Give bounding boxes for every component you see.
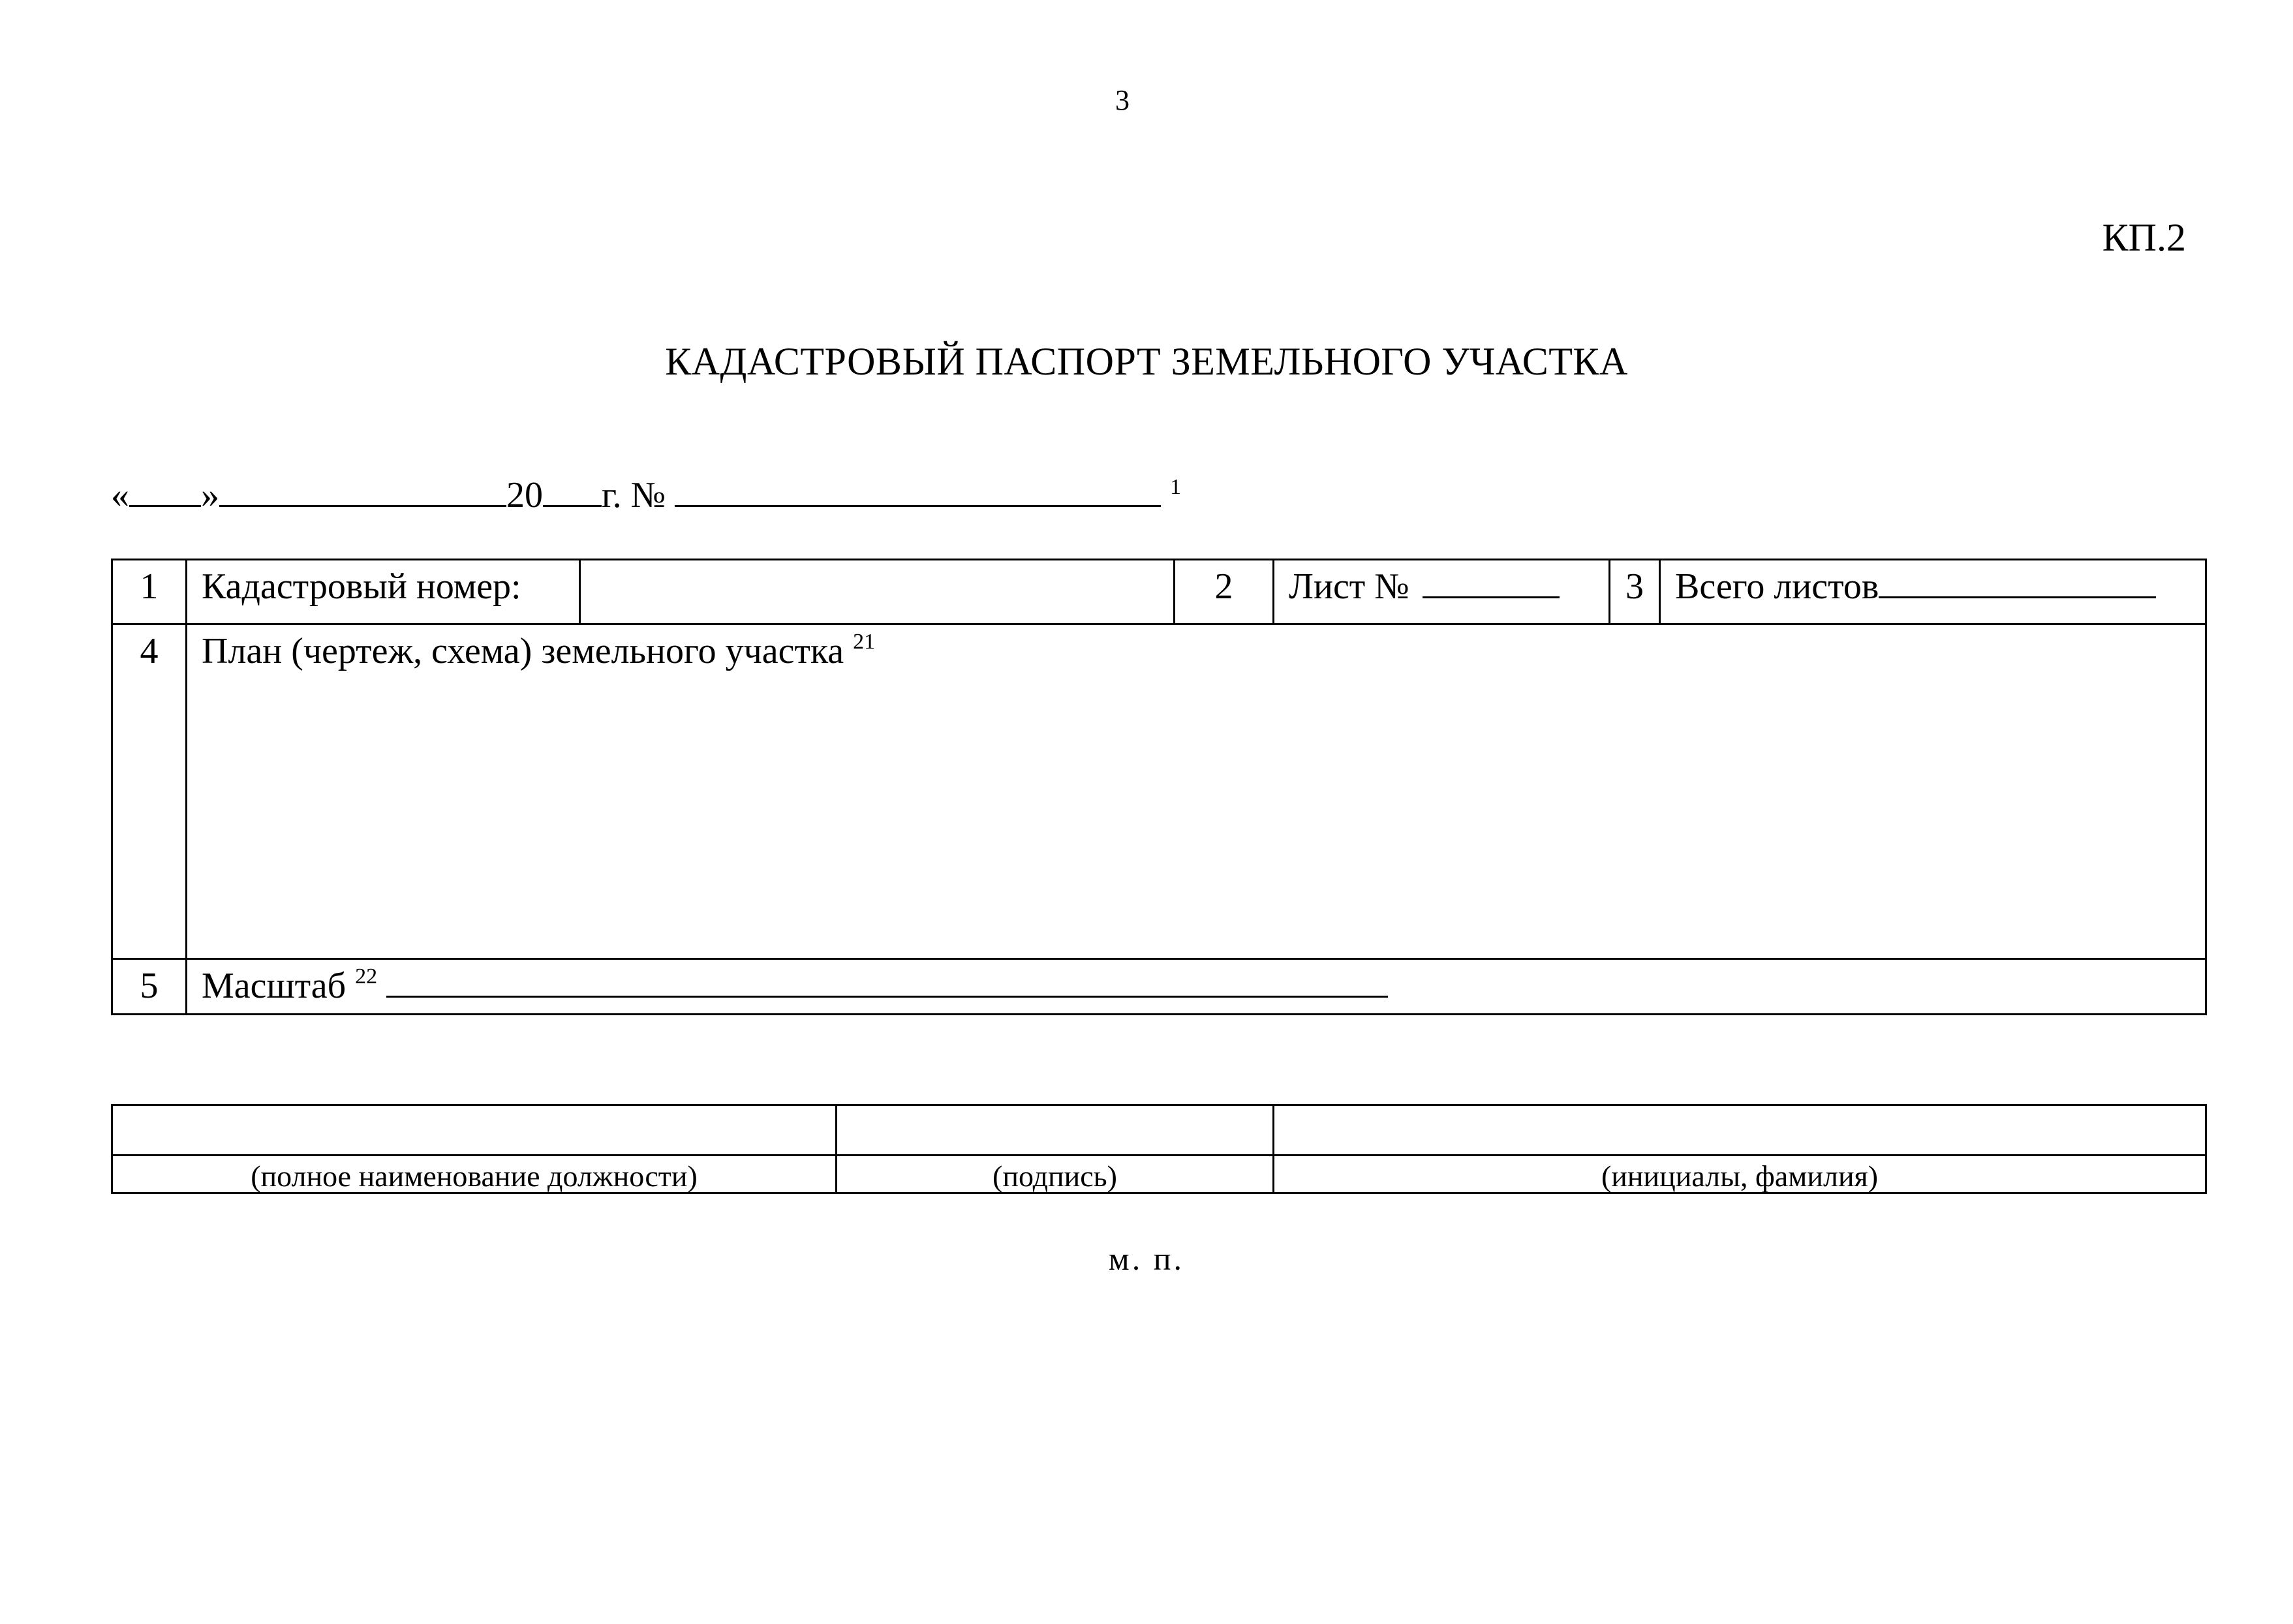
position-field[interactable] [111, 1104, 837, 1156]
year-blank[interactable] [543, 474, 602, 507]
page-number: 3 [1115, 84, 1130, 116]
sheet-number-blank[interactable] [1423, 568, 1560, 598]
row-number-1: 1 [140, 566, 159, 607]
footnote-22: 22 [355, 964, 378, 988]
cell-total-sheets [1659, 559, 2207, 625]
cell-num-5 [111, 958, 187, 1015]
cell-num-1 [111, 559, 187, 625]
signature-field[interactable] [835, 1104, 1274, 1156]
row-number-4: 4 [140, 631, 159, 671]
year-prefix: 20 [506, 475, 543, 515]
row-number-3: 3 [1625, 566, 1644, 607]
plan-area[interactable] [185, 623, 2207, 960]
document-title: КАДАСТРОВЫЙ ПАСПОРТ ЗЕМЕЛЬНОГО УЧАСТКА [665, 340, 1628, 383]
day-blank[interactable] [129, 474, 201, 507]
scale-label: Масштаб [202, 966, 346, 1006]
signature-caption: (подпись) [993, 1159, 1117, 1193]
form-code: КП.2 [2102, 216, 2186, 259]
position-caption-cell [111, 1154, 837, 1194]
stamp-place: м. п. [1109, 1240, 1184, 1277]
cell-cadastral-label [185, 559, 581, 625]
cell-num-4 [111, 623, 187, 960]
month-blank[interactable] [219, 474, 506, 507]
signature-caption-cell [835, 1154, 1274, 1194]
close-quote: » [201, 475, 219, 515]
signature-table [111, 1104, 2207, 1194]
document-number-blank[interactable] [675, 474, 1161, 507]
total-sheets-label: Всего листов [1675, 566, 1879, 607]
footnote-1: 1 [1170, 475, 1182, 499]
open-quote: « [111, 475, 129, 515]
name-field[interactable] [1272, 1104, 2207, 1156]
plan-label: План (чертеж, схема) земельного участка [202, 631, 844, 671]
date-number-line [111, 474, 1181, 516]
sheet-number-label: Лист № [1289, 566, 1409, 607]
row-number-5: 5 [140, 966, 159, 1006]
cadastral-number-label: Кадастровый номер: [202, 566, 521, 607]
cell-sheet-number [1272, 559, 1610, 625]
row-number-2: 2 [1214, 566, 1233, 607]
scale-blank[interactable] [386, 967, 1388, 998]
cell-num-3 [1608, 559, 1661, 625]
main-table [111, 559, 2207, 1015]
name-caption: (инициалы, фамилия) [1601, 1159, 1879, 1193]
name-caption-cell [1272, 1154, 2207, 1194]
cell-scale [185, 958, 2207, 1015]
position-caption: (полное наименование должности) [251, 1159, 698, 1193]
cell-num-2 [1173, 559, 1274, 625]
cadastral-number-field[interactable] [579, 559, 1175, 625]
total-sheets-blank[interactable] [1879, 568, 2156, 598]
footnote-21: 21 [853, 630, 876, 654]
year-suffix: г. № [602, 475, 666, 515]
